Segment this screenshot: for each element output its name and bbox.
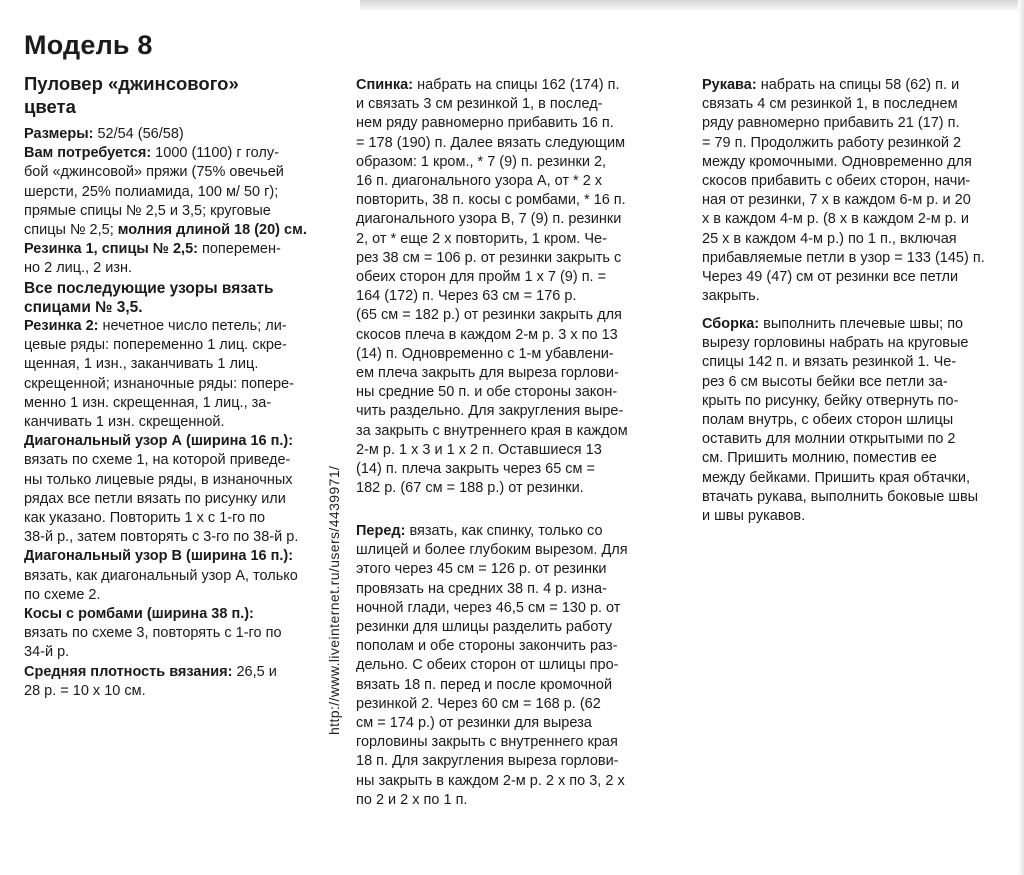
scan-top-shadow — [360, 0, 1024, 12]
page-title: Модель 8 — [24, 30, 153, 60]
page-subtitle — [24, 72, 314, 118]
text-span: 26,5 и — [232, 663, 277, 680]
text-line: рез 6 см высоты бейки все петли за- — [702, 373, 948, 390]
text-line: и связать 3 см резинкой 1, в послед- — [356, 96, 603, 113]
text-line: канчивать 1 изн. скрещенной. — [24, 414, 225, 431]
text-line: прямые спицы № 2,5 и 3,5; круговые — [24, 202, 271, 219]
text-span: вязать, как спинку, только со — [405, 523, 603, 539]
text-line: ем плеча закрыть для выреза горлови- — [356, 365, 619, 382]
text-line: вязать, как диагональный узор А, только — [24, 567, 298, 584]
text-line: см. Пришить молнию, поместив ее — [702, 450, 937, 467]
text-line: 16 п. диагонального узора А, от * 2 х — [356, 173, 603, 190]
materials-text — [24, 125, 329, 701]
text-line — [356, 522, 661, 541]
text-line: спицы 142 п. и вязать резинкой 1. Че- — [702, 354, 957, 371]
text-line: = 178 (190) п. Далее вязать следующим — [356, 134, 626, 151]
text-line: шерсти, 25% полиамида, 100 м/ 50 г); — [24, 183, 279, 200]
rib2-label: Резинка 2: — [24, 318, 99, 335]
text-line: горловины закрыть с внутреннего края — [356, 734, 618, 751]
text-line: скосов плеча в каждом 2-м р. 3 х по 13 — [356, 326, 618, 343]
text-line: резинкой 2. Через 60 см = 168 р. (62 — [356, 695, 601, 712]
text-line — [702, 315, 1002, 334]
text-line: 2, от * еще 2 х повторить, 1 кром. Че- — [356, 230, 607, 247]
text-line: х в каждом 4-м р. (8 х в каждом 2-м р. и — [702, 211, 969, 228]
text-line: повторить, 38 п. косы с ромбами, * 16 п. — [356, 192, 626, 209]
text-line: втачать рукава, выполнить боковые швы — [702, 488, 979, 505]
text-line — [24, 663, 329, 682]
text-line: полам внутрь, с обеих сторон шлицы — [702, 412, 954, 429]
subtitle-line: Пуловер «джинсового» — [24, 73, 239, 94]
front-label: Перед: — [356, 523, 406, 539]
sleeves-label: Рукава: — [702, 77, 757, 93]
text-line: ны только лицевые ряды, в изнаночных — [24, 471, 293, 488]
rib1-label: Резинка 1, спицы № 2,5: — [24, 241, 198, 258]
text-line: связать 4 см резинкой 1, в последнем — [702, 96, 958, 113]
scan-right-shadow — [1018, 0, 1024, 875]
cables-label: Косы с ромбами (ширина 38 п.): — [24, 606, 254, 623]
text-line: провязать на средних 38 п. 4 р. изна- — [356, 580, 607, 597]
text-line: вязать 18 п. перед и после кромочной — [356, 676, 613, 693]
text-line — [356, 76, 661, 95]
text-line: рядах все петли вязать по рисунку или — [24, 490, 286, 507]
text-line: между кромочными. Одновременно для — [702, 153, 972, 170]
sizes-line — [24, 125, 329, 144]
all-patterns-line: Все последующие узоры вязать — [24, 279, 274, 297]
text-line: 38-й р., затем повторять с 3-го по 38-й р. — [24, 529, 299, 546]
text-line: вязать по схеме 3, повторять с 1-го по — [24, 625, 282, 642]
diag-a-line — [24, 432, 329, 451]
text-span: набрать на спицы 58 (62) п. и — [756, 77, 960, 93]
needs-label: Вам потребуется: — [24, 145, 152, 162]
text-line: диагонального узора В, 7 (9) п. резинки — [356, 211, 622, 228]
back-label: Спинка: — [356, 77, 414, 93]
text-line: по 2 и 2 х по 1 п. — [356, 791, 468, 808]
text-line — [702, 76, 1002, 95]
text-line: чить раздельно. Для закругления выре- — [356, 403, 624, 420]
text-line: (65 см = 182 р.) от резинки закрыть для — [356, 307, 622, 324]
sizes-label: Размеры: — [24, 126, 94, 142]
text-line: этого через 45 см = 126 р. от резинки — [356, 561, 607, 578]
text-line: как указано. Повторить 1 х с 1-го по — [24, 510, 266, 527]
needs-line — [24, 144, 329, 163]
text-line: крыть по рисунку, бейку отвернуть по- — [702, 392, 959, 409]
text-line: скрещенной; изнаночные ряды: попере- — [24, 375, 294, 392]
all-patterns-line: спицами № 3,5. — [24, 298, 143, 316]
text-line: (14) п. плеча закрыть через 65 см = — [356, 461, 596, 478]
text-line: между бейками. Пришить края обтачки, — [702, 469, 970, 486]
text-line: 25 х в каждом 4-м р.) по 1 п., включая — [702, 230, 957, 247]
text-line: 34-й р. — [24, 644, 70, 661]
text-line: (14) п. Одновременно с 1-м убавлени- — [356, 345, 614, 362]
text-span: набрать на спицы 162 (174) п. — [413, 77, 620, 93]
density-label: Средняя плотность вязания: — [24, 663, 233, 680]
zipper-note: молния длиной 18 (20) см. — [117, 222, 307, 239]
text-line: см = 174 р.) от резинки для выреза — [356, 715, 592, 732]
text-line: 164 (172) п. Через 63 см = 176 р. — [356, 288, 577, 305]
text-line: рез 38 см = 106 р. от резинки закрыть с — [356, 249, 622, 266]
back-section — [356, 76, 661, 498]
text-line: ны средние 50 п. и обе стороны закон- — [356, 384, 618, 401]
text-line: нем ряду равномерно прибавить 16 п. — [356, 115, 614, 132]
assembly-section — [702, 315, 1002, 526]
diag-b-label: Диагональный узор В (ширина 16 п.): — [24, 548, 294, 565]
text-line: оставить для молнии открытыми по 2 — [702, 431, 956, 448]
text-line — [24, 317, 329, 336]
text-line: обеих сторон для пройм 1 х 7 (9) п. = — [356, 269, 607, 286]
text-line: Через 49 (47) см от резинки все петли — [702, 269, 959, 286]
text-line: прибавляемые петли в узор = 133 (145) п. — [702, 249, 985, 266]
text-span: выполнить плечевые швы; по — [759, 316, 964, 332]
text-line: вязать по схеме 1, на которой приведе- — [24, 452, 291, 469]
text-line: 18 п. Для закругления выреза горлови- — [356, 753, 619, 770]
diag-b-line — [24, 547, 329, 566]
text-line: ночной глади, через 46,5 см = 130 р. от — [356, 599, 621, 616]
text-line: 182 р. (67 см = 188 р.) от резинки. — [356, 480, 584, 497]
text-line: вырезу горловины набрать на круговые — [702, 335, 969, 352]
text-line: ряду равномерно прибавить 21 (17) п. — [702, 115, 960, 132]
text-line: пополам и обе стороны закончить раз- — [356, 638, 618, 655]
text-span: поперемен- — [197, 241, 281, 258]
text-span: 1000 (1100) г голу- — [151, 145, 279, 162]
text-line: за закрыть с внутреннего края в каждом — [356, 422, 628, 439]
subtitle-line: цвета — [24, 96, 76, 117]
text-line: резинки для шлицы разделить работу — [356, 619, 613, 636]
text-line — [24, 221, 329, 240]
text-line: образом: 1 кром., * 7 (9) п. резинки 2, — [356, 153, 607, 170]
text-line: 28 р. = 10 х 10 см. — [24, 682, 146, 699]
text-span: нечетное число петель; ли- — [98, 318, 287, 335]
front-section — [356, 522, 661, 810]
text-line: и швы рукавов. — [702, 508, 806, 525]
text-line: менно 1 изн. скрещенная, 1 лиц., за- — [24, 394, 272, 411]
cables-line — [24, 605, 329, 624]
text-line: дельно. С обеих сторон от шлицы про- — [356, 657, 619, 674]
sleeves-section — [702, 76, 1002, 306]
text-line: 2-м р. 1 х 3 и 1 х 2 п. Оставшиеся 13 — [356, 441, 602, 458]
text-line: но 2 лиц., 2 изн. — [24, 260, 133, 277]
diag-a-label: Диагональный узор А (ширина 16 п.): — [24, 433, 294, 450]
text-line: ная от резинки, 7 х в каждом 6-м р. и 20 — [702, 192, 971, 209]
text-line: закрыть. — [702, 288, 760, 305]
assembly-label: Сборка: — [702, 316, 760, 332]
text-line: ны закрыть в каждом 2-м р. 2 х по 3, 2 х — [356, 772, 625, 789]
text-line: по схеме 2. — [24, 586, 101, 603]
text-span: спицы № 2,5; — [24, 222, 118, 239]
text-line: щенная, 1 изн., заканчивать 1 лиц. — [24, 356, 259, 373]
text-line: цевые ряды: попеременно 1 лиц. скре- — [24, 337, 287, 354]
sizes-value: 52/54 (56/58) — [93, 126, 184, 142]
source-url-watermark: http://www.liveinternet.ru/users/4439971/ — [326, 465, 342, 735]
text-line — [24, 240, 329, 259]
text-line: скосов прибавить с обеих сторон, начи- — [702, 173, 971, 190]
text-line: шлицей и более глубоким вырезом. Для — [356, 542, 628, 559]
text-line: бой «джинсовой» пряжи (75% овечьей — [24, 164, 284, 181]
text-line: = 79 п. Продолжить работу резинкой 2 — [702, 134, 962, 151]
